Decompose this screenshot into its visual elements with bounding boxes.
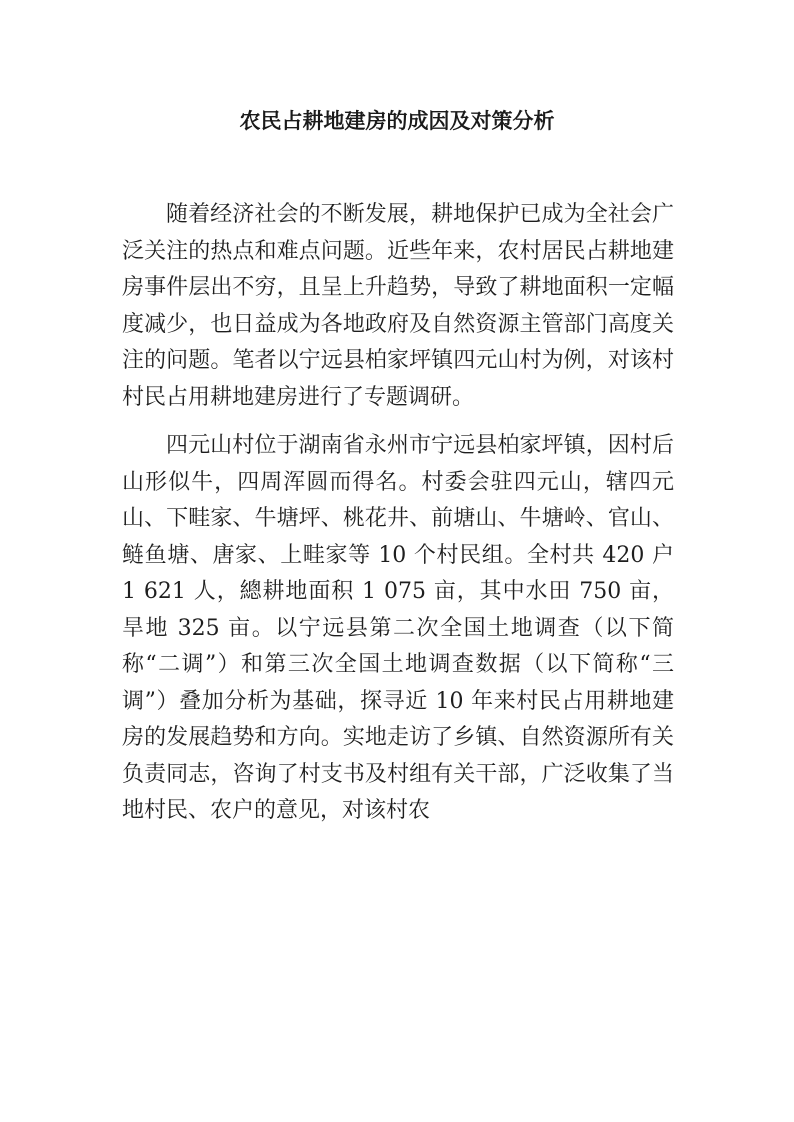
document-body — [122, 197, 674, 842]
paragraph-intro: 随着经济社会的不断发展，耕地保护已成为全社会广泛关注的热点和难点问题。近些年来，农村居民占耕地建房事件层出不穷，且呈上升趋势，导致了耕地面积一定幅度减少，也日益成为各地政府及自然资源主管部门高度关注的问题。笔者以宁远县柏家坪镇四元山村为例，对该村村民占用耕地建房进行了专题调研。 — [122, 202, 674, 410]
paragraph-village-overview: 四元山村位于湖南省永州市宁远县柏家坪镇，因村后山形似牛，四周浑圆而得名。村委会驻四元山，辖四元山、下畦家、牛塘坪、桃花井、前塘山、牛塘岭、官山、鲢鱼塘、唐家、上畦家等 10 个村民组。全村共 420 户 1 621 人，總耕地面积 1 075 亩，其中水田 750 亩，旱地 325 亩。以宁远县第二次全国土地调查（以下简称“二调”）和第三次全国土地调查数据（以下简称“三调”）叠加分析为基础，探寻近 10 年来村民占用耕地建房的发展趋势和方向。实地走访了乡镇、自然资源所有关负责同志，咨询了村支书及村组有关干部，广泛收集了当地村民、农户的意见，对该村农 — [122, 433, 674, 823]
document-title: 农民占耕地建房的成因及对策分析 — [239, 109, 555, 133]
